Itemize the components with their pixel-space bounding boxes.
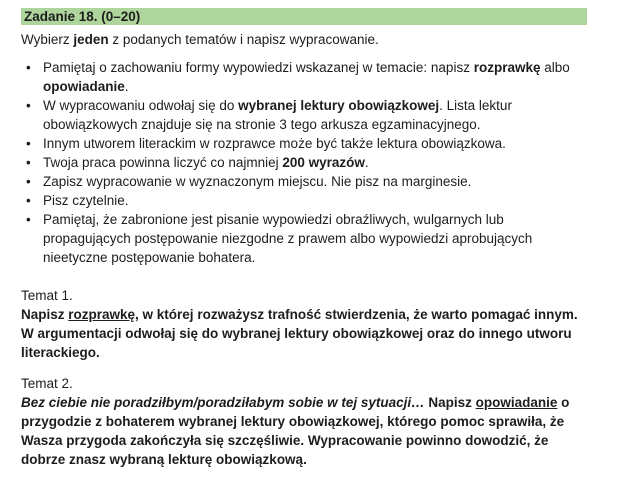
topic-2-title: Temat 2. [21,376,73,391]
instruction-item: • Zapisz wypracowanie w wyznaczonym miejscu. Nie pisz na marginesie. [21,172,587,191]
task-header-label: Zadanie 18. (0–20) [24,9,141,24]
instructions-list [21,58,587,267]
instruction-item: • Innym utworem literackim w rozprawce może być także lektura obowiązkowa. [21,134,587,153]
topic-1-section [21,286,587,362]
instruction-item: • Twoja praca powinna liczyć co najmniej 200 wyrazów. [21,153,587,172]
instruction-item: • Pamiętaj, że zabronione jest pisanie wypowiedzi obraźliwych, wulgarnych lub propagujących postępowanie niezgodne z prawem albo wypowiedzi aprobujących nieetyczne postępowanie bohatera. [21,210,587,267]
intro-text: Wybierz jeden z podanych tematów i napisz wypracowanie. [21,32,379,47]
task-header [21,8,587,25]
topic-1-title: Temat 1. [21,288,73,303]
topic-1-body: Napisz rozprawkę, w której rozważysz trafność stwierdzenia, że warto pomagać innym. W argumentacji odwołaj się do wybranej lektury obowiązkowej oraz do innego utworu literackiego. [21,307,578,360]
instruction-item: • Pamiętaj o zachowaniu formy wypowiedzi wskazanej w temacie: napisz rozprawkę albo opowiadanie. [21,58,587,96]
topic-2-section [21,374,587,469]
instruction-item: • W wypracowaniu odwołaj się do wybranej lektury obowiązkowej. Lista lektur obowiązkowych znajduje się na stronie 3 tego arkusza egzaminacyjnego. [21,96,587,134]
topic-2-body: Bez ciebie nie poradziłbym/poradziłabym sobie w tej sytuacji… Napisz opowiadanie o przygodzie z bohaterem wybranej lektury obowiązkowej, którego pomoc sprawiła, że Wasza przygoda zakończyła się szczęśliwie. Wypracowanie powinno dowodzić, że dobrze znasz wybraną lekturę obowiązkową. [21,395,570,467]
instruction-item: • Pisz czytelnie. [21,191,587,210]
